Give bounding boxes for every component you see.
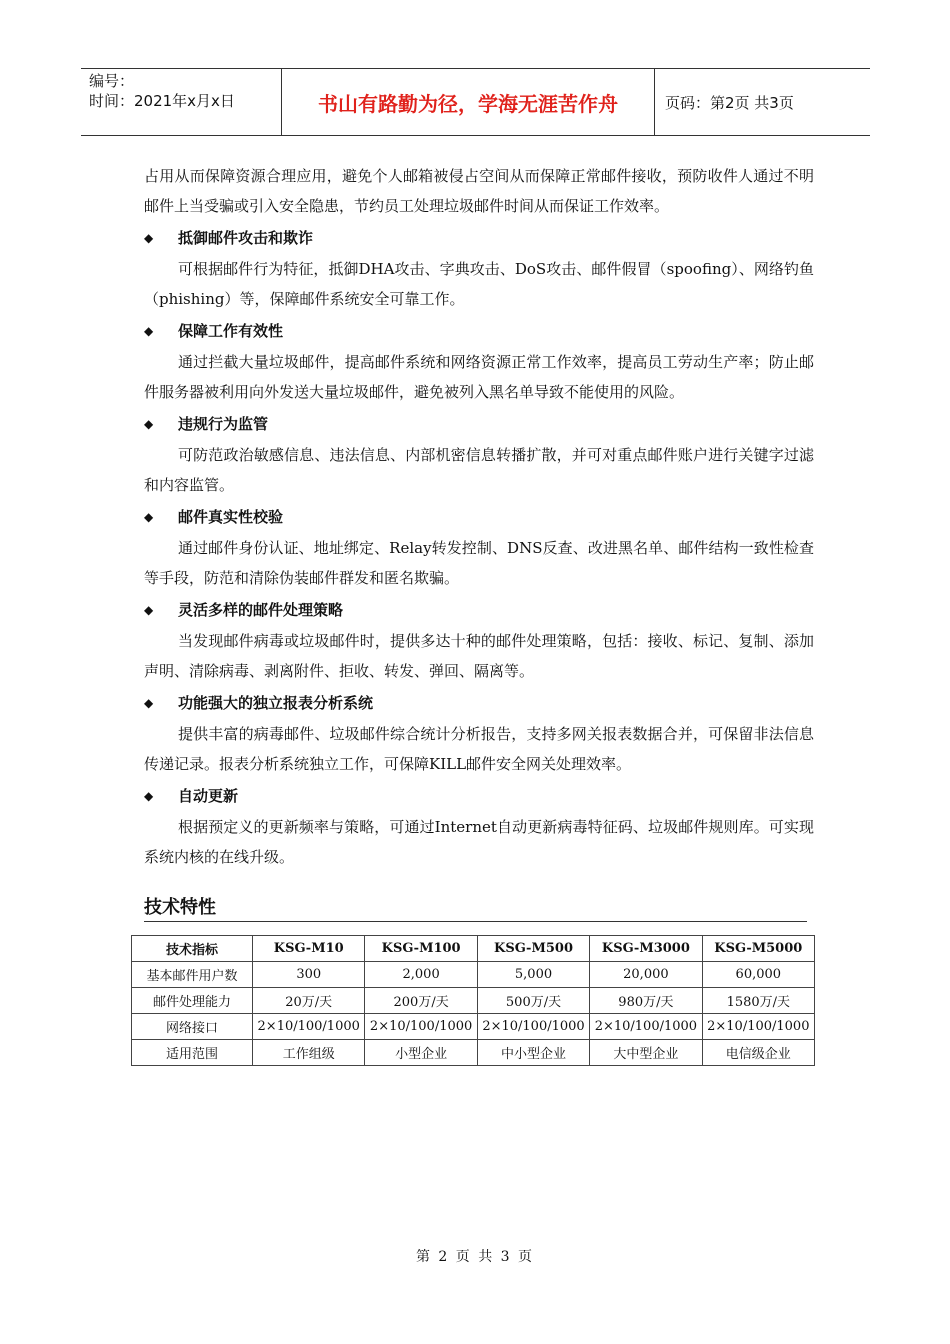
table-cell: 小型企业 xyxy=(365,1040,477,1066)
table-cell: 2×10/100/1000 xyxy=(253,1014,365,1040)
feature-section xyxy=(144,595,814,686)
document-number-label: 编号： xyxy=(89,72,135,90)
diamond-bullet-icon: ◆ xyxy=(144,417,154,432)
table-row xyxy=(132,1040,815,1066)
table-cell: 网络接口 xyxy=(132,1014,253,1040)
document-body xyxy=(144,162,814,872)
diamond-bullet-icon: ◆ xyxy=(144,231,154,246)
feature-title: 灵活多样的邮件处理策略 xyxy=(178,601,344,620)
feature-heading xyxy=(144,409,814,441)
tech-section-title: 技术特性 xyxy=(144,896,807,922)
table-header-cell: 技术指标 xyxy=(132,936,253,962)
feature-title: 抵御邮件攻击和欺诈 xyxy=(178,229,314,248)
table-cell: 300 xyxy=(253,962,365,988)
feature-text: 根据预定义的更新频率与策略，可通过Internet自动更新病毒特征码、垃圾邮件规则库。可实现系统内核的在线升级。 xyxy=(144,818,814,866)
table-header-cell: KSG-M5000 xyxy=(702,936,814,962)
feature-text: 可根据邮件行为特征，抵御DHA攻击、字典攻击、DoS攻击、邮件假冒（spoofing）、网络钓鱼（phishing）等，保障邮件系统安全可靠工作。 xyxy=(144,260,814,308)
feature-title: 功能强大的独立报表分析系统 xyxy=(178,694,374,713)
feature-section xyxy=(144,781,814,872)
feature-text: 可防范政治敏感信息、违法信息、内部机密信息转播扩散，并可对重点邮件账户进行关键字过滤和内容监管。 xyxy=(144,446,814,494)
feature-text: 通过邮件身份认证、地址绑定、Relay转发控制、DNS反查、改进黑名单、邮件结构一致性检查等手段，防范和清除伪装邮件群发和匿名欺骗。 xyxy=(144,539,814,587)
spec-table xyxy=(131,935,815,1066)
table-header-cell: KSG-M10 xyxy=(253,936,365,962)
feature-text: 当发现邮件病毒或垃圾邮件时，提供多达十种的邮件处理策略，包括：接收、标记、复制、添加声明、清除病毒、剥离附件、拒收、转发、弹回、隔离等。 xyxy=(144,632,814,680)
table-cell: 2×10/100/1000 xyxy=(702,1014,814,1040)
table-cell: 5,000 xyxy=(477,962,589,988)
feature-section xyxy=(144,688,814,779)
table-cell: 20万/天 xyxy=(253,988,365,1014)
feature-section xyxy=(144,502,814,593)
table-cell: 中小型企业 xyxy=(477,1040,589,1066)
table-row xyxy=(132,962,815,988)
feature-heading xyxy=(144,688,814,720)
feature-title: 违规行为监管 xyxy=(178,415,269,434)
feature-heading xyxy=(144,316,814,348)
table-cell: 大中型企业 xyxy=(590,1040,702,1066)
table-cell: 1580万/天 xyxy=(702,988,814,1014)
feature-heading xyxy=(144,781,814,813)
table-cell: 电信级企业 xyxy=(702,1040,814,1066)
feature-section xyxy=(144,223,814,314)
table-cell: 2,000 xyxy=(365,962,477,988)
table-header-cell: KSG-M3000 xyxy=(590,936,702,962)
feature-text: 通过拦截大量垃圾邮件，提高邮件系统和网络资源正常工作效率，提高员工劳动生产率；防止邮件服务器被利用向外发送大量垃圾邮件，避免被列入黑名单导致不能使用的风险。 xyxy=(144,353,814,401)
feature-title: 保障工作有效性 xyxy=(178,322,284,341)
diamond-bullet-icon: ◆ xyxy=(144,510,154,525)
table-cell: 2×10/100/1000 xyxy=(590,1014,702,1040)
table-header-cell: KSG-M500 xyxy=(477,936,589,962)
feature-heading xyxy=(144,223,814,255)
table-cell: 邮件处理能力 xyxy=(132,988,253,1014)
table-header-cell: KSG-M100 xyxy=(365,936,477,962)
table-cell: 适用范围 xyxy=(132,1040,253,1066)
header-motto: 书山有路勤为径，学海无涯苦作舟 xyxy=(282,69,655,135)
table-cell: 基本邮件用户数 xyxy=(132,962,253,988)
feature-heading xyxy=(144,502,814,534)
feature-title: 邮件真实性校验 xyxy=(178,508,284,527)
table-cell: 980万/天 xyxy=(590,988,702,1014)
table-cell: 2×10/100/1000 xyxy=(365,1014,477,1040)
document-time: 时间：2021年x月x日 xyxy=(89,92,235,110)
table-cell: 500万/天 xyxy=(477,988,589,1014)
table-cell: 60,000 xyxy=(702,962,814,988)
table-cell: 工作组级 xyxy=(253,1040,365,1066)
table-cell: 20,000 xyxy=(590,962,702,988)
table-header-row xyxy=(132,936,815,962)
table-cell: 200万/天 xyxy=(365,988,477,1014)
page-footer: 第 2 页 共 3 页 xyxy=(415,1249,535,1265)
diamond-bullet-icon: ◆ xyxy=(144,324,154,339)
diamond-bullet-icon: ◆ xyxy=(144,696,154,711)
page-header xyxy=(81,68,870,136)
table-cell: 2×10/100/1000 xyxy=(477,1014,589,1040)
feature-title: 自动更新 xyxy=(178,787,239,806)
intro-paragraph: 占用从而保障资源合理应用，避免个人邮箱被侵占空间从而保障正常邮件接收，预防收件人通过不明邮件上当受骗或引入安全隐患，节约员工处理垃圾邮件时间从而保证工作效率。 xyxy=(144,167,814,215)
feature-heading xyxy=(144,595,814,627)
feature-section xyxy=(144,409,814,500)
feature-section xyxy=(144,316,814,407)
header-page-info: 页码：第2页 共3页 xyxy=(665,93,794,112)
table-row xyxy=(132,988,815,1014)
diamond-bullet-icon: ◆ xyxy=(144,789,154,804)
feature-text: 提供丰富的病毒邮件、垃圾邮件综合统计分析报告，支持多网关报表数据合并，可保留非法信息传递记录。报表分析系统独立工作，可保障KILL邮件安全网关处理效率。 xyxy=(144,725,814,773)
header-meta xyxy=(81,69,282,135)
diamond-bullet-icon: ◆ xyxy=(144,603,154,618)
table-row xyxy=(132,1014,815,1040)
